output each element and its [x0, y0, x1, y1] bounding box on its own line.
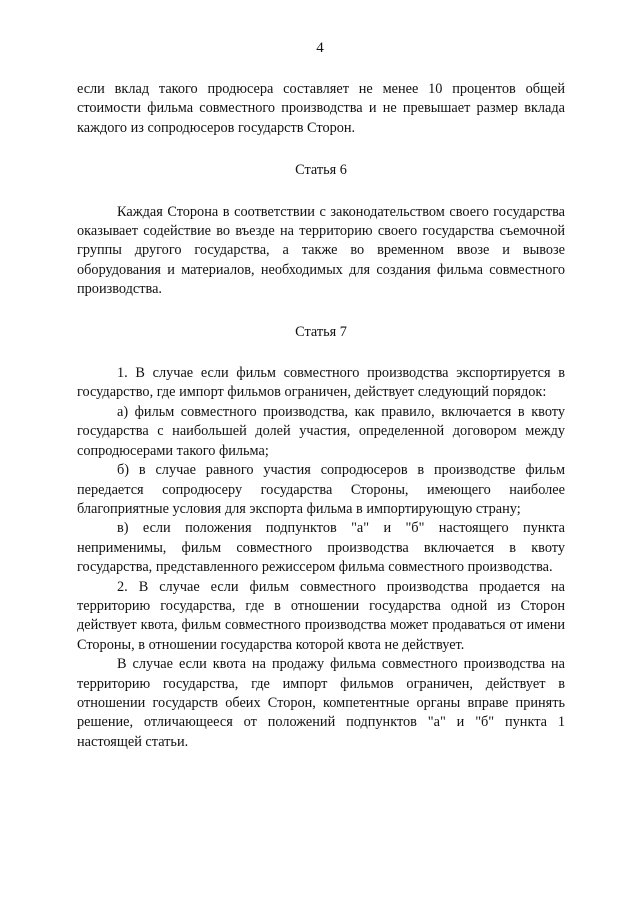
spacer — [77, 342, 565, 364]
spacer — [77, 300, 565, 323]
spacer — [77, 138, 565, 161]
article-7-subitem-b: б) в случае равного участия сопродюсеров в производстве фильм передается сопродюсеру государства Стороны, имеющего наиболее благоприятные условия для экспорта фильма в импортирующую страну; — [77, 462, 565, 517]
article-7-paragraph-3: В случае если квота на продажу фильма совместного производства на территорию государства, где импорт фильмов ограничен, действует в отношении государств обеих Сторон, компетентные органы вправе принять решение, отличающееся от положений подпунктов "а" и "б" пункта 1 настоящей статьи. — [77, 656, 565, 750]
page-number: 4 — [316, 40, 324, 56]
article-6-paragraph: Каждая Сторона в соответствии с законодательством своего государства оказывает содействие во въезде на территорию своего государства съемочной группы другого государства, а также во временном ввозе и вывозе оборудования и материалов, необходимых для создания фильма совместного производства. — [77, 203, 565, 298]
document-body — [77, 80, 565, 752]
article-7-heading: Статья 7 — [295, 323, 347, 340]
article-7-subitem-a: а) фильм совместного производства, как правило, включается в квоту государства с наибольшей долей участия, определенной договором между сопродюсерами такого фильма; — [77, 403, 565, 459]
continuation-paragraph: если вклад такого продюсера составляет не менее 10 процентов общей стоимости фильма совместного производства и не превышает размер вклада каждого из сопродюсеров государств Сторон. — [77, 81, 565, 136]
article-7-paragraph-1: 1. В случае если фильм совместного производства экспортируется в государство, где импорт фильмов ограничен, действует следующий порядок: — [77, 365, 565, 401]
article-7-subitem-v: в) если положения подпунктов "а" и "б" настоящего пункта неприменимы, фильм совместного производства включается в квоту государства, представленного режиссером фильма совместного производства. — [77, 520, 565, 576]
article-6-heading: Статья 6 — [295, 162, 347, 179]
article-7-paragraph-2: 2. В случае если фильм совместного производства продается на территорию государства, где в отношении государства одной из Сторон действует квота, фильм совместного производства может продаваться от имени Стороны, в отношении государства которой квота не действует. — [77, 578, 565, 653]
spacer — [77, 181, 565, 203]
